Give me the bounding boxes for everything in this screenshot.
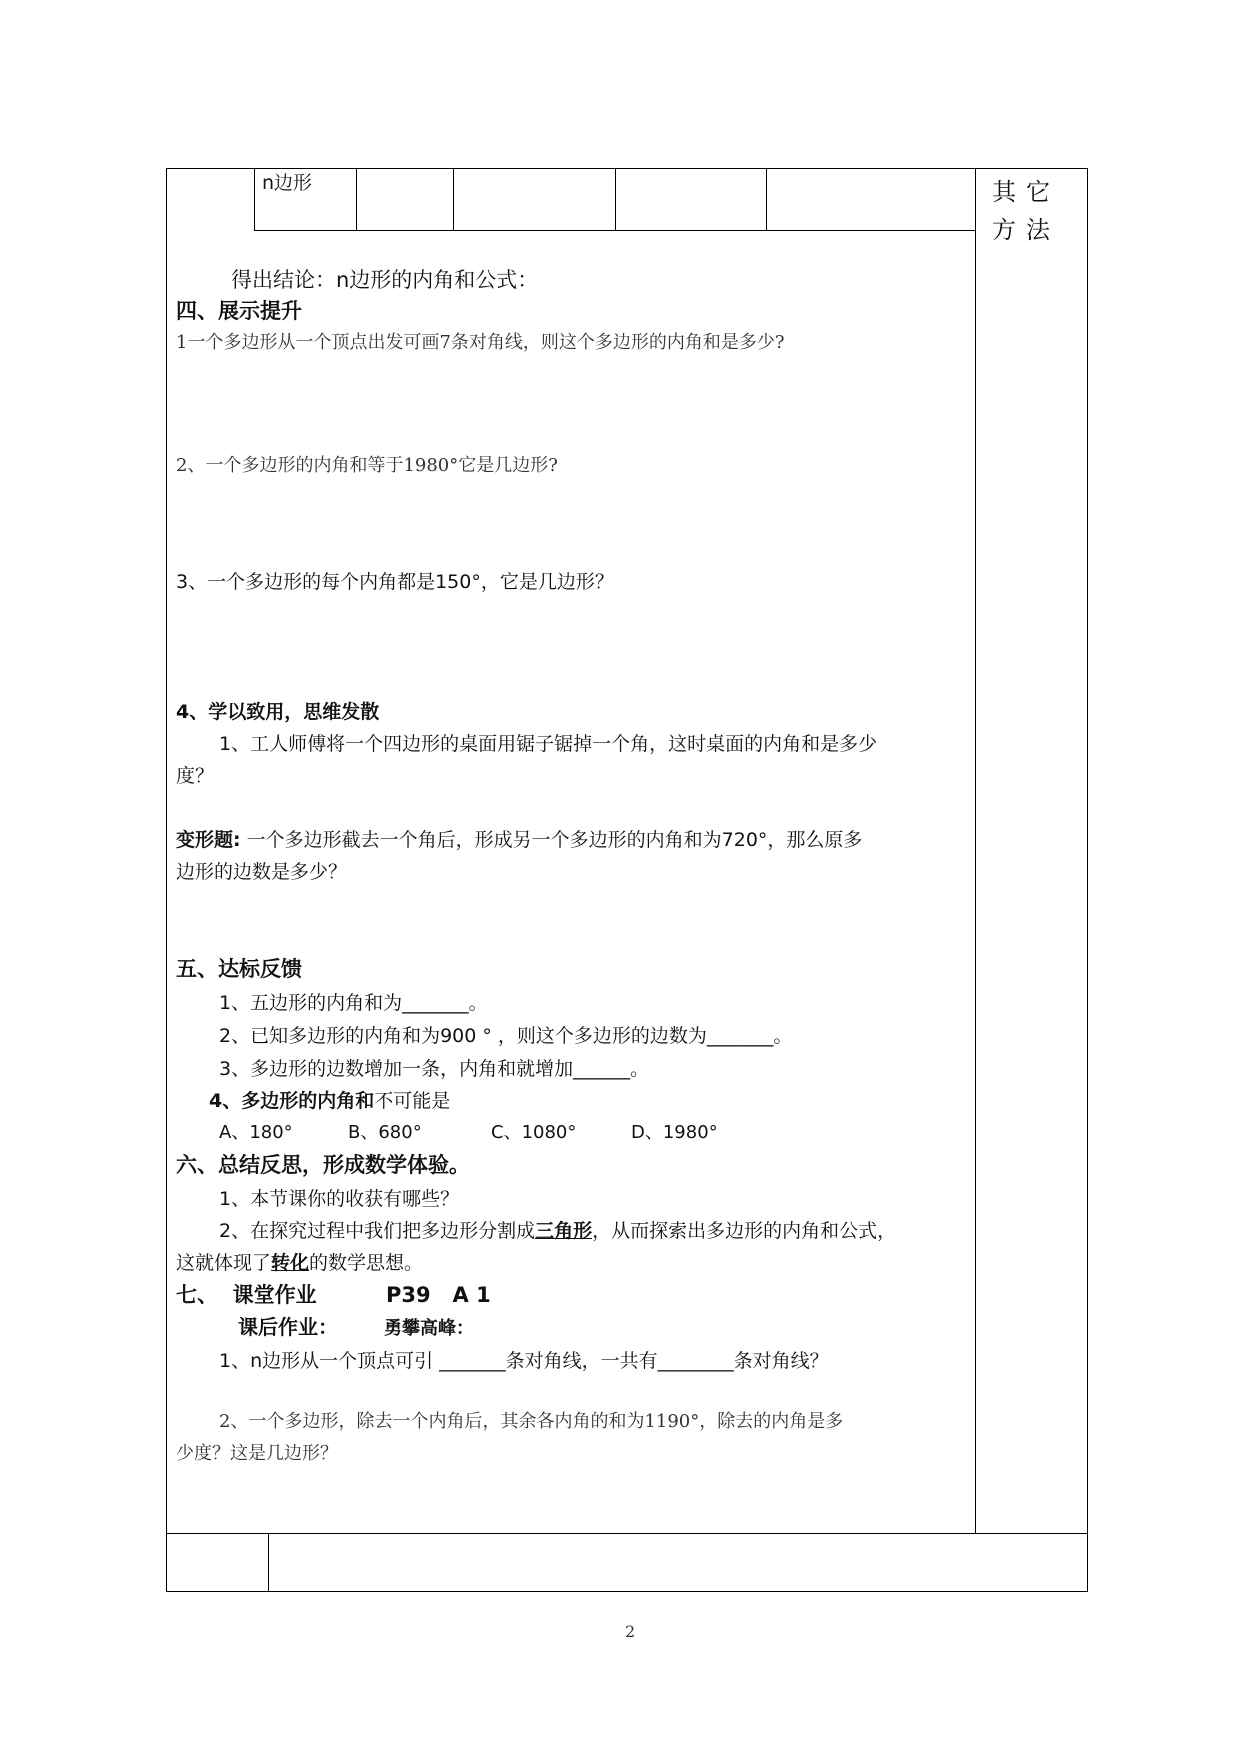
table-top-border xyxy=(166,168,1088,169)
table-left-border xyxy=(166,168,167,1592)
section6-q2-a: 2、在探究过程中我们把多边形分割成 xyxy=(219,1220,536,1242)
section4-q3: 3、一个多边形的每个内角都是150°，它是几边形？ xyxy=(176,571,614,593)
option-b: B、680° xyxy=(348,1122,422,1143)
variant-line2: 边形的边数是多少？ xyxy=(176,861,348,883)
inner-col-4 xyxy=(615,168,616,231)
side-note: 其它方法 xyxy=(992,178,1060,244)
section4-heading: 四、展示提升 xyxy=(176,299,302,323)
variant-line1 xyxy=(176,828,862,852)
inner-col-2 xyxy=(356,168,357,231)
keyword-triangle: 三角形 xyxy=(535,1220,593,1242)
section6-q2-b: ，从而探索出多边形的内角和公式， xyxy=(592,1220,897,1242)
section7-q2-line2: 少度？这是几边形？ xyxy=(176,1443,338,1464)
section5-q4 xyxy=(209,1089,450,1113)
table-right-border xyxy=(1087,168,1088,1592)
side-column-border xyxy=(975,168,976,1534)
page-number: 2 xyxy=(625,1622,636,1641)
after-class-title: 勇攀高峰： xyxy=(384,1318,474,1339)
section5-heading: 五、达标反馈 xyxy=(176,957,302,981)
section6-q2-line2 xyxy=(176,1251,423,1275)
variant-label: 变形题: xyxy=(176,829,241,851)
option-d: D、1980° xyxy=(631,1122,718,1143)
section7-q2-line1: 2、一个多边形，除去一个内角后，其余各内角的和为1190°，除去的内角是多 xyxy=(219,1411,844,1432)
section5-q3: 3、多边形的边数增加一条，内角和就增加______。 xyxy=(219,1058,650,1080)
option-a: A、180° xyxy=(219,1122,293,1143)
section4-q2: 2、一个多边形的内角和等于1980°它是几边形? xyxy=(176,455,558,476)
section7-q1: 1、n边形从一个顶点可引 _______条对角线，一共有________条对角线？ xyxy=(219,1350,829,1372)
variant-text: 一个多边形截去一个角后，形成另一个多边形的内角和为720°，那么原多 xyxy=(246,829,863,851)
section7-page-ref: P39 A 1 xyxy=(386,1283,491,1307)
apply-heading: 4、学以致用，思维发散 xyxy=(176,701,380,723)
section5-q4-rest: 不可能是 xyxy=(374,1090,451,1112)
section6-heading: 六、总结反思，形成数学体验。 xyxy=(176,1153,470,1177)
conclusion: 得出结论：n边形的内角和公式： xyxy=(231,268,539,292)
section6-q1: 1、本节课你的收获有哪些？ xyxy=(219,1188,460,1210)
section5-q1: 1、五边形的内角和为_______。 xyxy=(219,992,488,1014)
table-bottom-border xyxy=(166,1591,1088,1592)
section4-q1: 1一个多边形从一个顶点出发可画7条对角线，则这个多边形的内角和是多少? xyxy=(176,332,785,353)
option-c: C、1080° xyxy=(491,1122,577,1143)
apply-q1-line1: 1、工人师傅将一个四边形的桌面用锯子锯掉一个角，这时桌面的内角和是多少 xyxy=(219,733,878,755)
section6-q2-c: 这就体现了 xyxy=(176,1252,272,1274)
section7-heading: 七、 课堂作业 xyxy=(176,1283,317,1307)
table-divider xyxy=(166,1533,1088,1534)
inner-cell-n-gon: n边形 xyxy=(262,172,313,194)
apply-q1-line2: 度？ xyxy=(176,765,215,787)
inner-col-3 xyxy=(453,168,454,231)
inner-col-1 xyxy=(254,168,255,231)
section6-q2-line1 xyxy=(219,1219,896,1243)
inner-col-5 xyxy=(766,168,767,231)
keyword-transform: 转化 xyxy=(271,1252,310,1274)
bottom-cell-border xyxy=(268,1533,269,1592)
section5-q2: 2、已知多边形的内角和为900 ° ，则这个多边形的边数为_______。 xyxy=(219,1025,793,1047)
after-class-label: 课后作业： xyxy=(238,1315,338,1339)
section6-q2-d: 的数学思想。 xyxy=(309,1252,424,1274)
section5-q4-bold: 4、多边形的内角和 xyxy=(209,1090,375,1112)
